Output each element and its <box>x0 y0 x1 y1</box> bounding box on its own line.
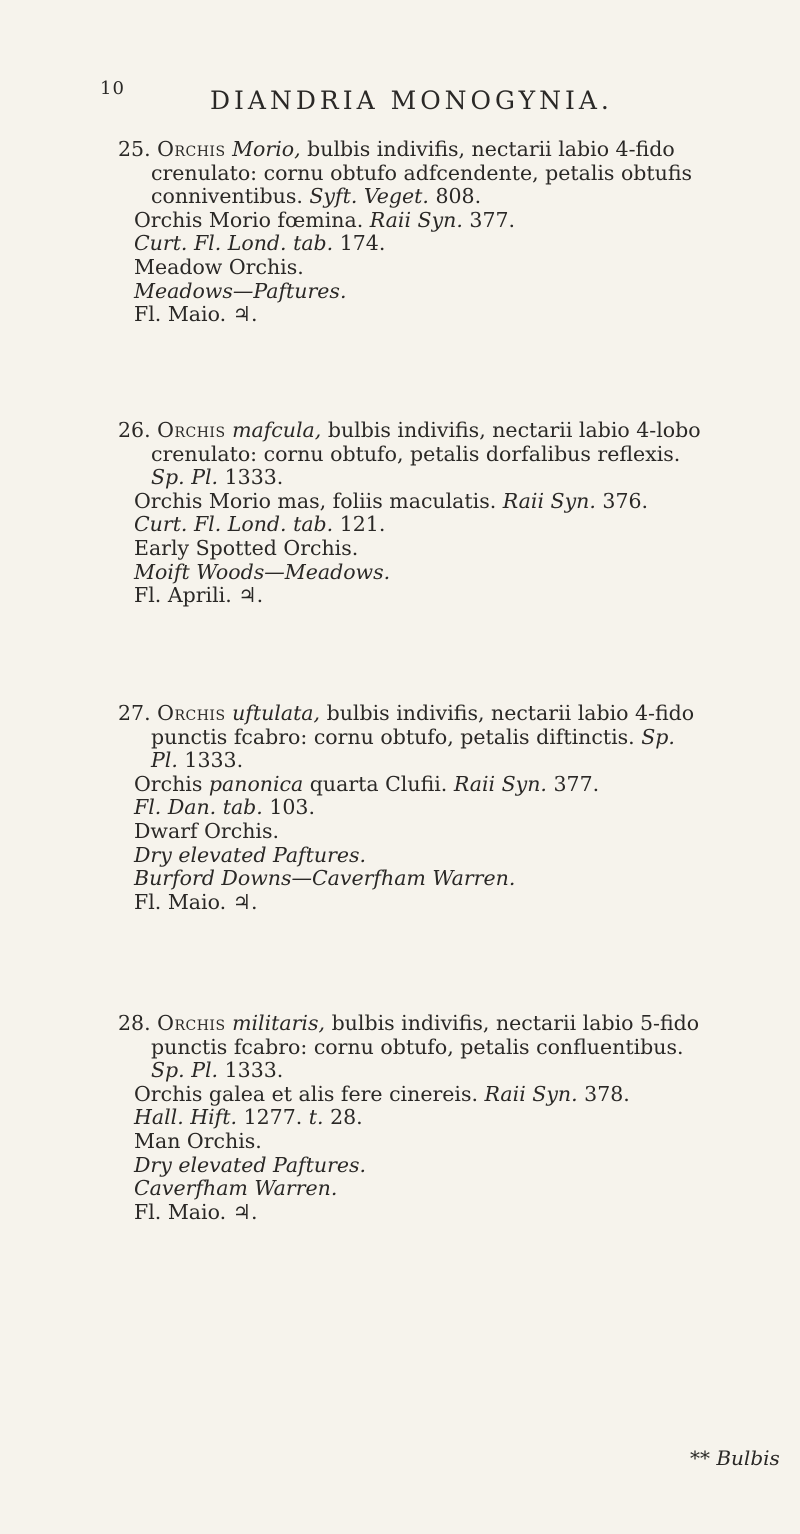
habitat-text: Burford Downs—Caverfham Warren. <box>134 866 516 891</box>
habitat-text: Meadows—Paftures. <box>134 278 347 303</box>
genus-name: Orchis <box>157 701 226 725</box>
diagnosis-text: conniventibus. <box>151 184 303 209</box>
reference-number: 1277. <box>243 1105 303 1130</box>
species-epithet: Morio, <box>232 137 301 161</box>
reference-title: Pl. <box>151 748 178 773</box>
reference-number: 1333. <box>224 465 284 490</box>
species-epithet: uftulata, <box>232 701 321 725</box>
synonym-line <box>118 773 778 797</box>
genus-name: Orchis <box>157 418 226 442</box>
reference-title: Sp. Pl. <box>151 1058 219 1083</box>
species-epithet: militaris, <box>232 1011 326 1035</box>
habitat-text: Dry elevated Paftures. <box>134 842 367 867</box>
species-entry-26 <box>118 419 778 608</box>
entry-number: 27. <box>118 701 151 725</box>
english-name: Meadow Orchis. <box>134 254 304 279</box>
diagnosis-text: bulbis indivifis, nectarii labio 4-fido <box>307 137 675 161</box>
english-name: Man Orchis. <box>134 1128 262 1153</box>
habitat <box>118 844 778 868</box>
reference-title: Sp. Pl. <box>151 465 219 490</box>
diagnosis-line: crenulato: cornu obtufo adfcendente, petalis obtufis <box>151 160 693 185</box>
genus-name: Orchis <box>157 1011 226 1035</box>
synonym-text: Orchis Morio fœmina. <box>134 207 364 232</box>
synonym-line <box>118 232 778 256</box>
reference-title: Raii Syn. <box>453 771 547 796</box>
habitat-text: Moift Woods—Meadows. <box>134 559 391 584</box>
synonym-text: quarta Clufii. <box>309 771 448 796</box>
reference-number: 377. <box>553 771 600 796</box>
reference-title: Curt. Fl. Lond. tab. <box>134 231 334 256</box>
habitat-text: Dry elevated Paftures. <box>134 1152 367 1177</box>
flowering-time: Fl. Maio. ♃. <box>134 1199 258 1224</box>
diagnosis-text: bulbis indivifis, nectarii labio 4-lobo <box>327 418 701 442</box>
reference-number: 121. <box>339 512 386 537</box>
diagnosis-text: bulbis indivifis, nectarii labio 5-fido <box>331 1011 700 1035</box>
diagnosis-line <box>118 185 778 209</box>
entry-number: 26. <box>118 418 151 442</box>
flowering-time: Fl. Maio. ♃. <box>134 302 258 327</box>
diagnosis-line <box>118 1059 778 1083</box>
diagnosis-line <box>118 726 778 750</box>
diagnosis-line: crenulato: cornu obtufo, petalis dorfalibus reflexis. <box>151 441 681 466</box>
habitat-locality <box>118 1177 778 1201</box>
habitat <box>118 280 778 304</box>
synonym-line <box>118 1106 778 1130</box>
entry-number: 28. <box>118 1011 151 1035</box>
synonym-text: Orchis <box>134 771 203 796</box>
entry-number: 25. <box>118 137 151 161</box>
reference-number: 103. <box>269 795 315 820</box>
entry-diagnosis-line <box>118 138 778 162</box>
species-epithet: mafcula, <box>232 418 322 442</box>
habitat <box>118 1154 778 1178</box>
synonym-line <box>118 513 778 537</box>
diagnosis-line <box>118 466 778 490</box>
english-name: Early Spotted Orchis. <box>134 535 359 560</box>
synonym-text: Orchis galea et alis fere cinereis. <box>134 1081 478 1106</box>
species-entry-25 <box>118 138 778 327</box>
reference-number: 1333. <box>224 1058 284 1083</box>
entry-diagnosis-line <box>118 1012 778 1036</box>
species-entry-27 <box>118 702 778 914</box>
reference-number: 1333. <box>184 748 244 773</box>
diagnosis-text: punctis fcabro: cornu obtufo, petalis diftinctis. <box>151 724 635 749</box>
synonym-text: Orchis Morio mas, foliis maculatis. <box>134 488 497 513</box>
reference-plate-number: 28. <box>330 1105 363 1130</box>
reference-title: Raii Syn. <box>484 1081 578 1106</box>
synonym-line <box>118 209 778 233</box>
synonym-line <box>118 796 778 820</box>
diagnosis-text: bulbis indivifis, nectarii labio 4-fido <box>326 701 695 725</box>
entry-diagnosis-line <box>118 702 778 726</box>
species-entry-28 <box>118 1012 778 1224</box>
reference-title: Raii Syn. <box>369 207 463 232</box>
flowering-time: Fl. Aprili. ♃. <box>134 583 264 608</box>
reference-title: Hall. Hift. <box>134 1105 238 1130</box>
flowering-time: Fl. Maio. ♃. <box>134 889 258 914</box>
entry-diagnosis-line <box>118 419 778 443</box>
diagnosis-line <box>118 749 778 773</box>
synonym-epithet: panonica <box>208 771 304 796</box>
english-name: Dwarf Orchis. <box>134 818 279 843</box>
reference-number: 808. <box>435 184 482 209</box>
reference-plate-label: t. <box>308 1105 324 1130</box>
reference-title: Curt. Fl. Lond. tab. <box>134 512 334 537</box>
synonym-line <box>118 490 778 514</box>
page-header <box>100 78 740 118</box>
reference-number: 378. <box>584 1081 630 1106</box>
habitat-locality <box>118 867 778 891</box>
reference-title: Syft. Veget. <box>309 184 429 209</box>
reference-number: 174. <box>339 231 386 256</box>
catchword: ** Bulbis <box>690 1446 780 1470</box>
diagnosis-line: punctis fcabro: cornu obtufo, petalis confluentibus. <box>151 1034 684 1059</box>
running-title: DIANDRIA MONOGYNIA. <box>210 86 613 115</box>
habitat <box>118 561 778 585</box>
genus-name: Orchis <box>157 137 226 161</box>
page-number: 10 <box>100 78 125 99</box>
reference-number: 376. <box>602 488 649 513</box>
reference-title: Raii Syn. <box>502 488 596 513</box>
habitat-text: Caverfham Warren. <box>134 1176 338 1201</box>
synonym-line <box>118 1083 778 1107</box>
reference-title: Sp. <box>641 724 675 749</box>
reference-title: Fl. Dan. tab. <box>134 795 263 820</box>
reference-number: 377. <box>469 207 516 232</box>
